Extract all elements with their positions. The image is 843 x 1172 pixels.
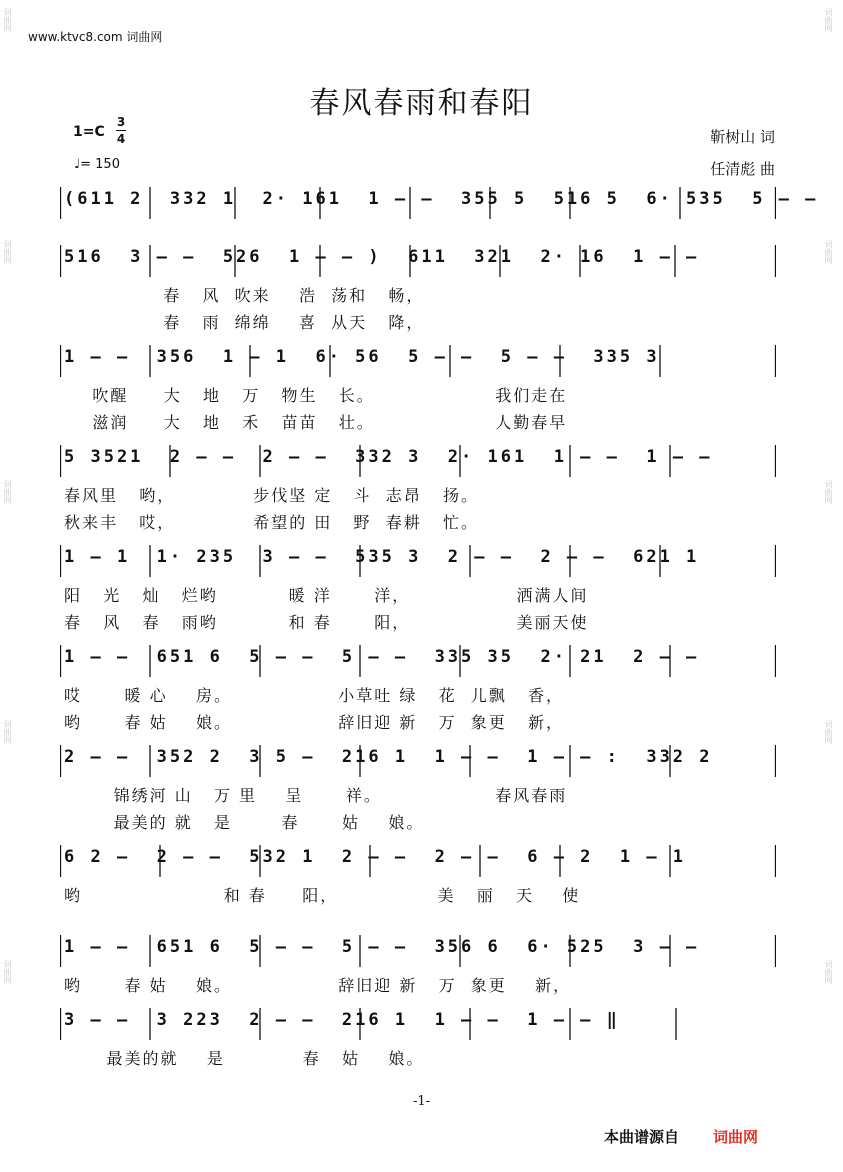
- score-system: [60, 185, 819, 223]
- lyric-line: 秋来丰 哎， 希望的 田 野 春耕 忙。: [64, 513, 479, 532]
- lyric-line: 春 风 吹来 浩 荡和 畅，: [64, 286, 425, 305]
- source-credit: [604, 1126, 758, 1147]
- notation-line: 2 – – 352 2 3 5 – 216 1 1 – – 1 – – : 332 2: [64, 747, 713, 767]
- notation-line: 1 – – 356 1 – 1 6· 56 5 – – 5 – – 335 3: [64, 347, 660, 367]
- lyric-line: 吹醒 大 地 万 物生 长。 我们走在: [64, 386, 568, 405]
- watermark-text: 词曲网: [824, 8, 833, 32]
- lyric-line: 春 雨 绵绵 喜 从天 降，: [64, 313, 425, 332]
- watermark-text: 词曲网: [824, 240, 833, 264]
- time-signature-bottom: 4: [116, 132, 126, 146]
- notation-line: 3 – – 3 223 2 – – 216 1 1 – – 1 – – ‖: [64, 1010, 620, 1030]
- watermark-text: 词曲网: [824, 480, 833, 504]
- source-brand: 词曲网: [713, 1128, 759, 1146]
- notation-line: 6 2 – 2 – – 532 1 2 – – 2 – – 6 – 2 1 – 1: [64, 847, 687, 867]
- time-signature: [116, 115, 126, 146]
- lyric-line: 最美的 就 是 春 姑 娘。: [64, 813, 425, 832]
- watermark-text: 词曲网: [824, 720, 833, 744]
- score-system: [60, 543, 776, 581]
- notation-line: (611 2 332 1 2· 161 1 – – 355 5 516 5 6· 535 5 – –: [64, 189, 819, 209]
- lyric-line: 哟 和 春 阳， 美 丽 天 使: [64, 886, 581, 905]
- notation-line: 516 3 – – 526 1 – – ) 611 321 2· 16 1 – –: [64, 247, 700, 267]
- left-watermark-strip: [0, 0, 22, 1172]
- score-system: [60, 643, 776, 681]
- page-number: -1-: [412, 1094, 431, 1109]
- source-label: 本曲谱源自: [604, 1128, 680, 1146]
- tempo-marking: ♩= 150: [74, 157, 120, 172]
- composer-credit: 任清彪 曲: [710, 160, 775, 178]
- lyric-line: 哟 春 姑 娘。 辞旧迎 新 万 象更 新，: [64, 713, 565, 732]
- score-system: [60, 1006, 776, 1044]
- score-system: [60, 443, 776, 481]
- time-signature-top: 3: [116, 115, 126, 129]
- lyric-line: 锦绣河 山 万 里 呈 祥。 春风春雨: [64, 786, 568, 805]
- score-system: [60, 743, 776, 781]
- lyric-line: 滋润 大 地 禾 苗苗 壮。 人勤春早: [64, 413, 568, 432]
- notation-line: 1 – – 651 6 5 – – 5 – – 335 35 2· 21 2 – –: [64, 647, 700, 667]
- lyric-line: 哎 暖 心 房。 小草吐 绿 花 儿飘 香，: [64, 686, 565, 705]
- score-system: [60, 933, 776, 971]
- notation-line: 1 – – 651 6 5 – – 5 – – 356 6 6· 525 3 – –: [64, 937, 700, 957]
- watermark-text: 词曲网: [3, 960, 12, 984]
- watermark-text: 词曲网: [3, 480, 12, 504]
- time-signature-divider: [116, 130, 126, 131]
- lyric-line: 最美的就 是 春 姑 娘。: [64, 1049, 425, 1068]
- score-system: [60, 243, 776, 281]
- lyric-line: 哟 春 姑 娘。 辞旧迎 新 万 象更 新，: [64, 976, 572, 995]
- lyric-line: 春 风 春 雨哟 和 春 阳， 美丽天使: [64, 613, 589, 632]
- site-header: www.ktvc8.com 词曲网: [28, 30, 163, 44]
- song-title: 春风春雨和春阳: [309, 86, 534, 121]
- watermark-text: 词曲网: [824, 960, 833, 984]
- right-watermark-strip: [821, 0, 843, 1172]
- watermark-text: 词曲网: [3, 720, 12, 744]
- notation-line: 1 – 1 1· 235 3 – – 535 3 2 – – 2 – – 621 1: [64, 547, 700, 567]
- watermark-text: 词曲网: [3, 8, 12, 32]
- score-system: [60, 343, 776, 381]
- lyricist-credit: 靳树山 词: [710, 128, 775, 146]
- watermark-text: 词曲网: [3, 240, 12, 264]
- lyric-line: 阳 光 灿 烂哟 暖 洋 洋， 洒满人间: [64, 586, 589, 605]
- key-signature: 1=C: [73, 124, 105, 140]
- lyric-line: 春风里 哟， 步伐坚 定 斗 志昂 扬。: [64, 486, 479, 505]
- notation-line: 5 3521 2 – – 2 – – 332 3 2· 161 1 – – 1 – –: [64, 447, 713, 467]
- score-system: [60, 843, 776, 881]
